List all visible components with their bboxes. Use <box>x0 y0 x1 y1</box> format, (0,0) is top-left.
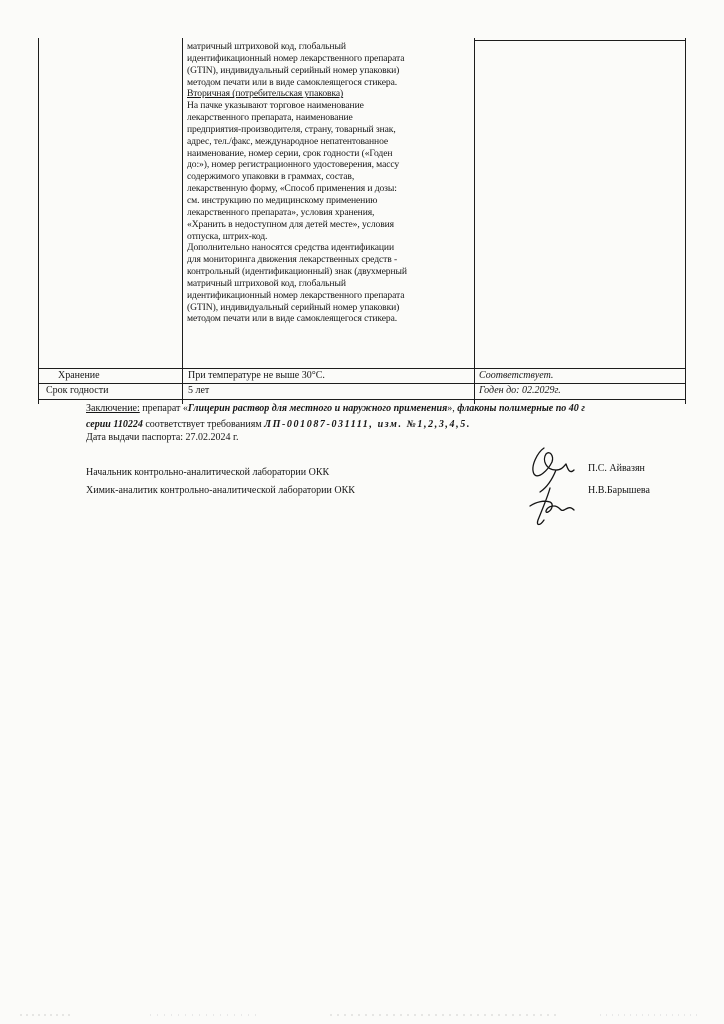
table-border-right <box>685 38 686 404</box>
signatory-position-1: Начальник контрольно-аналитической лаборатории ОКК <box>86 467 330 478</box>
text-line: см. инструкцию по медицинскому применению <box>187 194 378 206</box>
series-number: серии 110224 <box>86 419 143 430</box>
text-line: лекарственного препарата, наименование <box>187 112 353 124</box>
text-line: для мониторинга движения лекарственных средств - <box>187 254 398 266</box>
shelf-life-result: Годен до: 02.2029г. <box>479 385 561 396</box>
text-line: матричный штриховой код, глобальный <box>187 277 346 289</box>
table-border-left <box>38 38 39 404</box>
text-line: лекарственного препарата», условия хранения, <box>187 206 375 218</box>
text-line: предприятия-производителя, страну, товарный знак, <box>187 123 396 135</box>
text-line: матричный штриховой код, глобальный <box>187 41 346 52</box>
conclusion-text: препарат « <box>139 403 188 414</box>
regulatory-document: ЛП-001087-031111, изм. №1,2,3,4,5. <box>264 419 471 430</box>
text-line: идентификационный номер лекарственного препарата <box>187 52 405 64</box>
shelf-life-requirement: 5 лет <box>188 385 210 396</box>
conclusion-text: », <box>447 403 458 414</box>
text-line: (GTIN), индивидуальный серийный номер упаковки) <box>187 64 400 76</box>
text-line: методом печати или в виде самоклеящегося стикера. <box>187 76 398 88</box>
text-line: содержимого упаковки в граммах, состав, <box>187 171 355 183</box>
result-cell-top <box>474 40 686 41</box>
text-line: На пачке указывают торговое наименование <box>187 100 364 112</box>
product-name: Глицерин раствор для местного и наружного применения <box>187 403 448 414</box>
table-row-storage <box>38 369 686 383</box>
text-line: отпуска, штрих-код. <box>187 230 268 242</box>
text-line: Дополнительно наносятся средства идентификации <box>187 242 394 254</box>
conclusion-text: соответствует требованиям <box>142 419 265 430</box>
table-row-line <box>38 399 686 400</box>
text-line: до:»), номер регистрационного удостоверения, массу <box>187 159 400 171</box>
text-line: контрольный (идентификационный) знак (двухмерный <box>187 266 407 278</box>
scan-artifacts <box>0 1013 724 1017</box>
text-line: (GTIN), индивидуальный серийный номер упаковки) <box>187 301 400 313</box>
storage-result: Соответствует. <box>479 370 554 381</box>
text-line: Вторичная (потребительская упаковка) <box>187 88 344 100</box>
conclusion-label: Заключение: <box>86 403 140 414</box>
text-line: наименование, номер серии, срок годности («Годен <box>187 147 393 159</box>
text-line: методом печати или в виде самоклеящегося стикера. <box>187 313 398 325</box>
text-line: лекарственную форму, «Способ применения и дозы: <box>187 183 397 195</box>
issue-date: Дата выдачи паспорта: 27.02.2024 г. <box>86 432 239 443</box>
text-line: «Хранить в недоступном для детей месте», условия <box>187 218 394 230</box>
storage-requirement: При температуре не выше 30°С. <box>188 370 325 381</box>
signatory-name-1: П.С. Айвазян <box>588 463 645 474</box>
table-divider-1 <box>182 38 183 404</box>
text-line: идентификационный номер лекарственного препарата <box>187 289 405 301</box>
package-type: флаконы полимерные по 40 г <box>457 403 585 414</box>
shelf-life-label: Срок годности <box>46 385 109 396</box>
signatory-position-2: Химик-аналитик контрольно-аналитической лаборатории ОКК <box>86 485 355 496</box>
signatory-name-2: Н.В.Барышева <box>588 485 650 496</box>
conclusion-block <box>86 401 706 446</box>
packaging-requirements-text <box>187 41 475 325</box>
signature-2 <box>520 484 586 530</box>
text-line: адрес, тел./факс, международное непатентованное <box>187 135 389 147</box>
storage-label: Хранение <box>58 370 100 381</box>
table-row-shelf-life <box>38 384 686 398</box>
